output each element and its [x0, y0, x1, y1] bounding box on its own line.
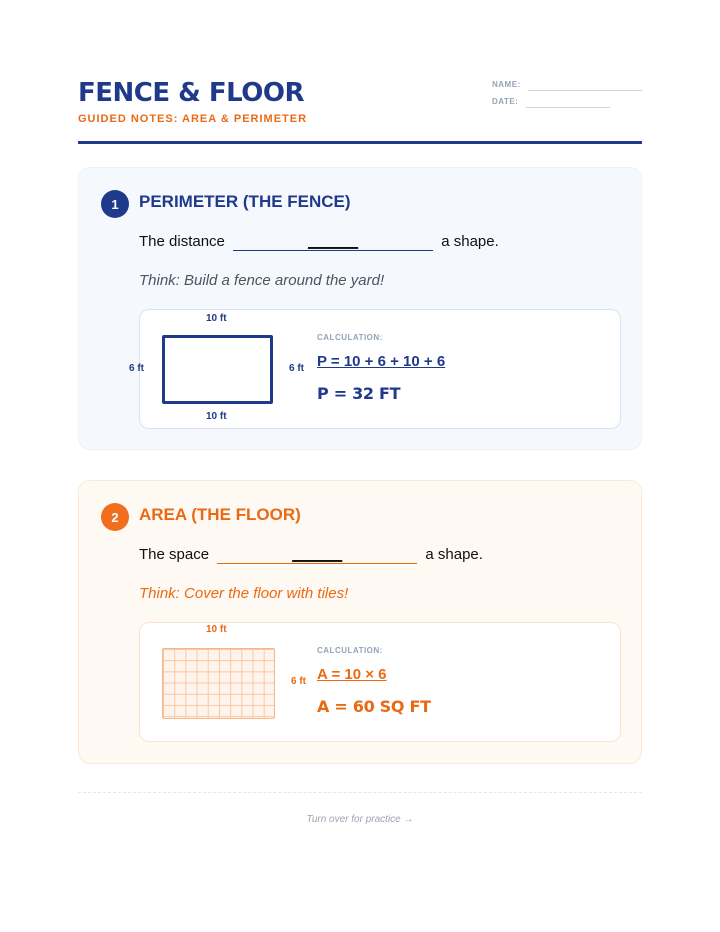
area-diagram-card — [139, 622, 621, 742]
section-number-badge: 1 — [101, 190, 129, 218]
name-field[interactable] — [528, 90, 642, 91]
page-subtitle: GUIDED NOTES: AREA & PERIMETER — [78, 113, 308, 125]
think-prompt: Think: Build a fence around the yard! — [139, 272, 385, 289]
section-title: AREA (THE FLOOR) — [139, 505, 301, 524]
right-dimension-label: 6 ft — [291, 676, 306, 687]
area-equation: A = 10 × 6 — [317, 666, 387, 683]
date-label: DATE: — [492, 97, 519, 106]
perimeter-equation: P = 10 + 6 + 10 + 6 — [317, 353, 446, 370]
section-number-badge: 2 — [101, 503, 129, 531]
definition-sentence — [139, 233, 499, 251]
fill-in-blank[interactable]: ______ — [233, 233, 433, 251]
calculation-label: CALCULATION: — [317, 646, 383, 655]
perimeter-result: P = 32 FT — [317, 384, 401, 403]
area-section — [78, 480, 642, 764]
definition-sentence — [139, 546, 483, 564]
sentence-before: The distance — [139, 233, 225, 250]
footer-divider — [78, 792, 642, 793]
left-dimension-label: 6 ft — [129, 363, 144, 374]
think-prompt: Think: Cover the floor with tiles! — [139, 585, 349, 602]
sentence-before: The space — [139, 546, 210, 563]
section-title: PERIMETER (THE FENCE) — [139, 192, 351, 211]
footer-note: Turn over for practice → — [306, 814, 414, 825]
date-field[interactable] — [526, 107, 610, 108]
sentence-after: a shape. — [425, 546, 483, 563]
right-dimension-label: 6 ft — [289, 363, 304, 374]
perimeter-diagram-card — [129, 309, 621, 429]
name-label: NAME: — [492, 80, 521, 89]
floor-tile-grid — [162, 648, 275, 719]
name-row — [492, 80, 642, 97]
top-dimension-label: 10 ft — [206, 313, 227, 324]
perimeter-section — [78, 167, 642, 450]
date-row — [492, 97, 642, 114]
header-divider — [78, 141, 642, 144]
fence-rectangle — [162, 335, 273, 404]
fill-in-blank[interactable]: ______ — [217, 546, 417, 564]
calculation-label: CALCULATION: — [317, 333, 383, 342]
area-result: A = 60 SQ FT — [317, 697, 431, 716]
top-dimension-label: 10 ft — [206, 624, 227, 635]
page-title: FENCE & FLOOR — [78, 78, 305, 108]
sentence-after: a shape. — [441, 233, 499, 250]
name-date-block — [492, 80, 642, 114]
bottom-dimension-label: 10 ft — [206, 411, 227, 422]
